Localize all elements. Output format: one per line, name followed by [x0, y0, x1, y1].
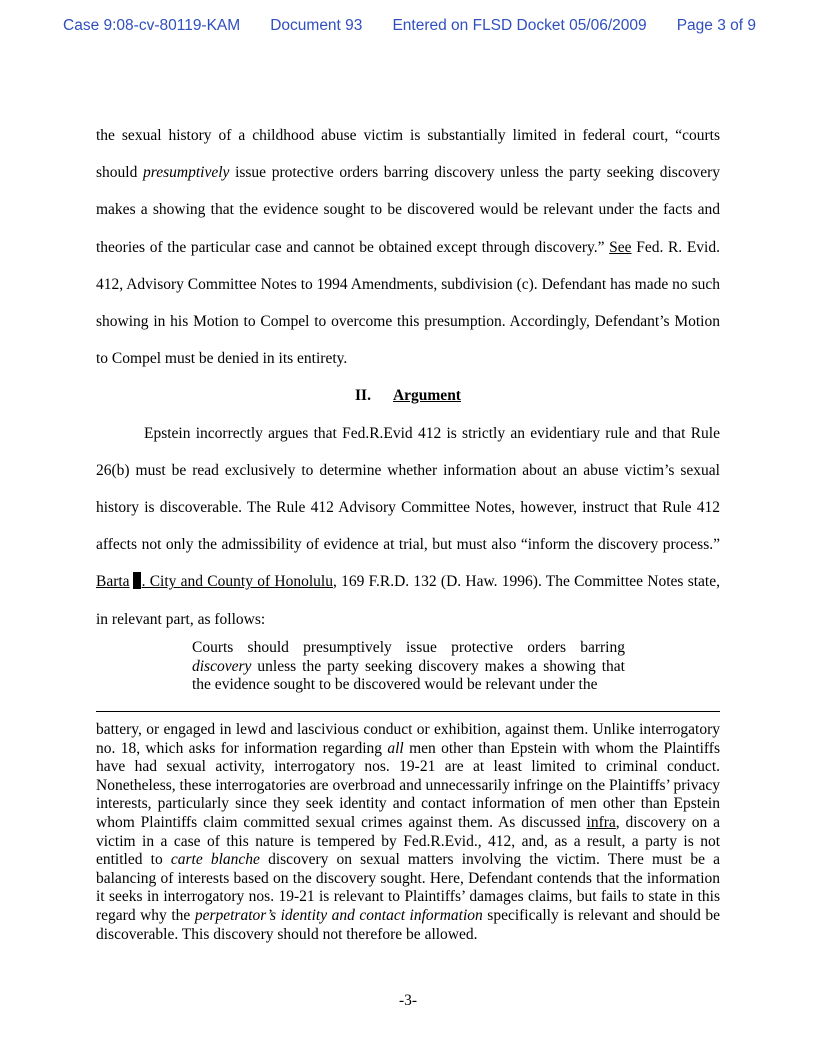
- section-heading: [96, 377, 720, 414]
- para1-emphasis: presumptively: [143, 164, 230, 182]
- docket-header: [63, 17, 756, 35]
- footnote-divider: [96, 711, 720, 712]
- footnote-emphasis-carte-blanche: carte blanche: [170, 851, 260, 869]
- section-number: II.: [355, 387, 371, 405]
- block-quote: [192, 639, 625, 695]
- header-entered-date: Entered on FLSD Docket 05/06/2009: [392, 17, 647, 34]
- para1-text-a: the sexual history of a childhood abuse victim is substantially limited in federal court, “courts should: [96, 127, 720, 182]
- quote-text-a: Courts should presumptively issue protective orders barring: [192, 639, 625, 656]
- footnote-text-c: , discovery on a victim in a case of this nature is tempered by Fed.R.Evid., 412, and, as a result, a party is not entitled to: [96, 813, 720, 869]
- footnote: [96, 721, 720, 944]
- footnote-text-d: discovery on sexual matters involving the victim. There must be a balancing of interests based on the discovery sought. Here, Defendant contends that the information it seeks in interrogatory nos. 19-21 is relevant to Plaintiffs’ damages claims, but fails to state in this regard why the: [96, 851, 720, 924]
- see-signal: See: [609, 238, 632, 256]
- header-document-number: Document 93: [270, 17, 363, 34]
- paragraph-argument: [96, 415, 720, 638]
- footnote-infra: infra: [586, 813, 616, 831]
- footnote-text-e: specifically is relevant and should be discoverable. This discovery should not therefore be allowed.: [96, 906, 721, 943]
- redaction-mark: [133, 572, 141, 589]
- para1-text-c: Fed. R. Evid. 412, Advisory Committee Notes to 1994 Amendments, subdivision (c). Defendant has made no such showing in his Motion to Compel to overcome this presumption. Accordingly, Defendant’s Motion to Compel must be denied in its entirety.: [96, 238, 720, 368]
- quote-text-b: unless the party seeking discovery makes a showing that the evidence sought to be discovered would be relevant under the: [192, 657, 625, 694]
- para1-text-b: issue protective orders barring discovery unless the party seeking discovery makes a showing that the evidence sought to be discovered would be relevant under the facts and theories of the particular case and cannot be obtained except through discovery.”: [96, 164, 720, 256]
- case-citation-opponent: . City and County of Honolulu: [141, 573, 333, 591]
- section-title: Argument: [392, 387, 461, 405]
- page-number: -3-: [398, 992, 418, 1009]
- paragraph-continuation: [96, 117, 720, 377]
- footnote-text-b: men other than Epstein with whom the Plaintiffs have had sexual activity, interrogatory nos. 19-21 are at least limited to criminal conduct. Nonetheless, these interrogatories are overbroad and unnecessarily infringe on the Plaintiffs’ privacy interests, particularly since they seek identity and contact information of men other than Epstein whom Plaintiffs claim committed sexual crimes against them. As discussed: [96, 739, 720, 831]
- header-page-count: Page 3 of 9: [676, 17, 756, 34]
- quote-emphasis: discovery: [192, 657, 252, 675]
- footnote-emphasis-perpetrator: perpetrator’s identity and contact information: [194, 906, 483, 924]
- footnote-emphasis-all: all: [387, 739, 404, 757]
- para2-text-a: Epstein incorrectly argues that Fed.R.Evid 412 is strictly an evidentiary rule and that Rule 26(b) must be read exclusively to determine whether information about an abuse victim’s sexual history is discoverable. The Rule 412 Advisory Committee Notes, however, instruct that Rule 412 affects not only the admissibility of evidence at trial, but must also “inform the discovery process.”: [96, 424, 720, 554]
- body-text: [96, 117, 720, 638]
- header-case-number: Case 9:08-cv-80119-KAM: [63, 17, 241, 34]
- footnote-text-a: battery, or engaged in lewd and lascivious conduct or exhibition, against them. Unlike interrogatory no. 18, which asks for information regarding: [96, 721, 720, 757]
- case-citation-party: Barta: [96, 573, 130, 591]
- para2-text-c: , 169 F.R.D. 132 (D. Haw. 1996). The Committee Notes state, in relevant part, as follows:: [96, 573, 720, 628]
